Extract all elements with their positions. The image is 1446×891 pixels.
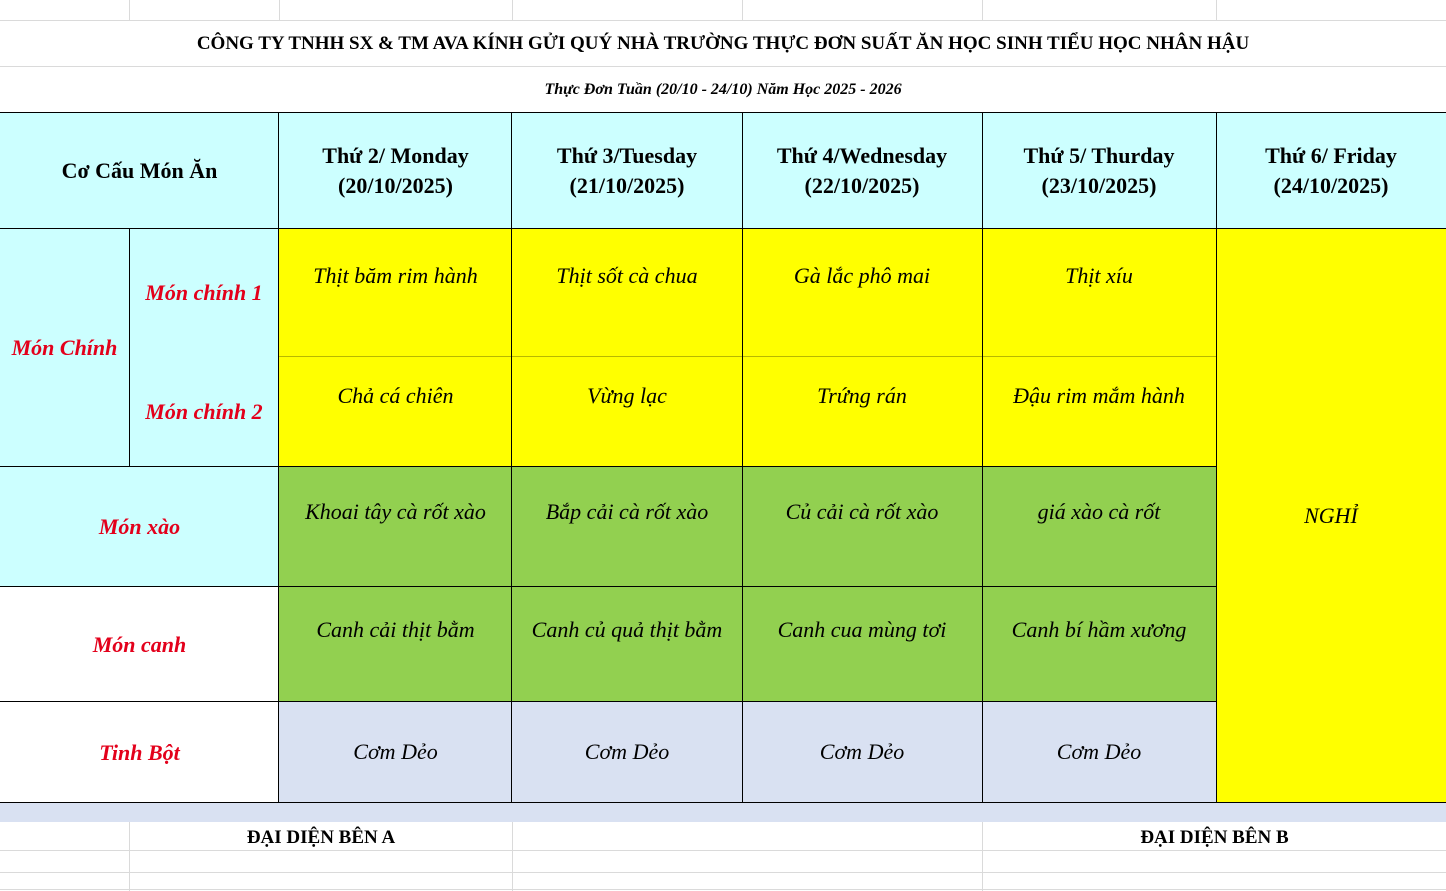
- row-label-stir-fry: Món xào: [0, 467, 279, 587]
- day-date: (23/10/2025): [1041, 173, 1157, 198]
- menu-cell-main1-thu: Thịt xíu: [982, 229, 1216, 357]
- gridline: [982, 0, 983, 20]
- day-header-wednesday: [742, 113, 982, 229]
- menu-cell-main1-mon: Thịt băm rim hành: [279, 229, 512, 357]
- day-name: Thứ 3/Tuesday: [556, 143, 698, 168]
- structure-header: Cơ Cấu Món Ăn: [0, 113, 279, 229]
- gridline: [1216, 0, 1217, 20]
- cell-divider: [279, 356, 1216, 357]
- table-border: [742, 113, 743, 803]
- menu-cell-soup-mon: Canh cải thịt bằm: [279, 587, 512, 702]
- menu-cell-starch-thu: Cơm Dẻo: [982, 702, 1216, 803]
- menu-cell-stir-fry-wed: Củ cải cà rốt xào: [742, 467, 982, 587]
- table-border: [0, 112, 1446, 113]
- gridline: [512, 822, 513, 891]
- row-label-main2: Món chính 2: [129, 357, 279, 467]
- menu-cell-main1-wed: Gà lắc phô mai: [742, 229, 982, 357]
- table-border: [0, 586, 1216, 587]
- gridline: [742, 0, 743, 20]
- table-border: [1216, 113, 1217, 803]
- gridline: [0, 20, 1446, 21]
- menu-cell-starch-tue: Cơm Dẻo: [512, 702, 742, 803]
- menu-cell-soup-thu: Canh bí hầm xương: [982, 587, 1216, 702]
- row-label-main-group: Món Chính: [0, 229, 129, 467]
- friday-off-cell: NGHỈ: [1216, 229, 1446, 803]
- table-border: [129, 229, 130, 467]
- table-border: [0, 228, 1446, 229]
- day-name: Thứ 2/ Monday: [322, 143, 469, 168]
- table-border: [0, 466, 1216, 467]
- day-date: (24/10/2025): [1273, 173, 1389, 198]
- spacer-band: [0, 803, 1446, 822]
- row-label-main1: Món chính 1: [129, 229, 279, 357]
- document-title: CÔNG TY TNHH SX & TM AVA KÍNH GỬI QUÝ NHÀ TRƯỜNG THỰC ĐƠN SUẤT ĂN HỌC SINH TIỂU HỌC NHÂN HẬU: [196, 33, 1250, 54]
- table-border: [0, 701, 1216, 702]
- gridline: [129, 0, 130, 20]
- menu-cell-soup-tue: Canh củ quả thịt bằm: [512, 587, 742, 702]
- day-name: Thứ 5/ Thurday: [1023, 143, 1175, 168]
- menu-cell-starch-wed: Cơm Dẻo: [742, 702, 982, 803]
- menu-cell-starch-mon: Cơm Dẻo: [279, 702, 512, 803]
- table-border: [982, 113, 983, 803]
- gridline: [0, 66, 1446, 67]
- day-header-friday: [1216, 113, 1446, 229]
- gridline: [279, 0, 280, 20]
- menu-cell-main2-tue: Vừng lạc: [512, 357, 742, 467]
- gridline: [0, 889, 1446, 890]
- day-date: (22/10/2025): [804, 173, 920, 198]
- table-border: [278, 113, 279, 803]
- menu-cell-stir-fry-thu: giá xào cà rốt: [982, 467, 1216, 587]
- day-header-tuesday: [512, 113, 742, 229]
- day-header-monday: [279, 113, 512, 229]
- table-border: [511, 113, 512, 803]
- day-name: Thứ 4/Wednesday: [776, 143, 948, 168]
- gridline: [0, 872, 1446, 873]
- menu-cell-main2-mon: Chả cá chiên: [279, 357, 512, 467]
- week-subtitle: Thực Đơn Tuần (20/10 - 24/10) Năm Học 2025 - 2026: [544, 81, 902, 98]
- day-name: Thứ 6/ Friday: [1265, 143, 1397, 168]
- gridline: [512, 0, 513, 20]
- row-label-starch: Tinh Bột: [0, 702, 279, 803]
- signature-party-a: ĐẠI DIỆN BÊN A: [246, 827, 396, 848]
- menu-cell-main2-wed: Trứng rán: [742, 357, 982, 467]
- signature-party-b: ĐẠI DIỆN BÊN B: [1140, 827, 1289, 848]
- menu-cell-main2-thu: Đậu rim mắm hành: [982, 357, 1216, 467]
- day-date: (20/10/2025): [338, 173, 453, 198]
- row-label-soup: Món canh: [0, 587, 279, 702]
- menu-cell-stir-fry-mon: Khoai tây cà rốt xào: [279, 467, 512, 587]
- menu-cell-soup-wed: Canh cua mùng tơi: [742, 587, 982, 702]
- menu-cell-stir-fry-tue: Bắp cải cà rốt xào: [512, 467, 742, 587]
- day-header-thursday: [982, 113, 1216, 229]
- day-date: (21/10/2025): [569, 173, 685, 198]
- menu-cell-main1-tue: Thịt sốt cà chua: [512, 229, 742, 357]
